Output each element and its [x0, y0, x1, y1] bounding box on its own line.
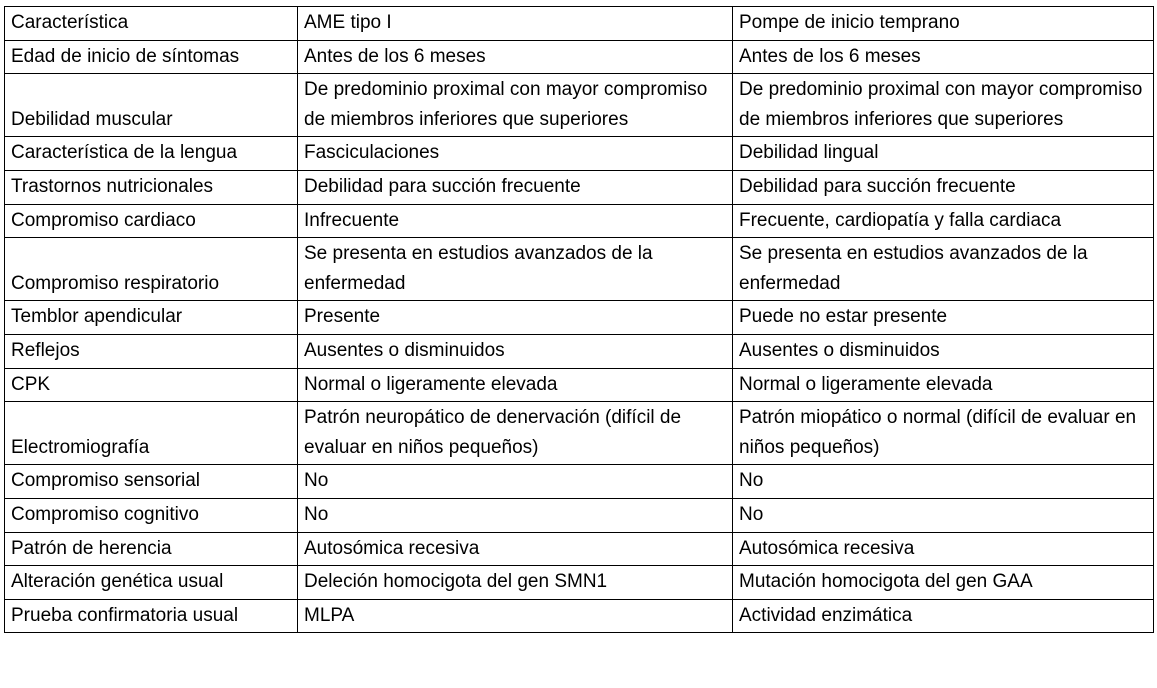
ame-cell: Infrecuente	[298, 204, 733, 238]
row-label: CPK	[5, 368, 298, 402]
pompe-cell: Patrón miopático o normal (difícil de evaluar en niños pequeños)	[733, 402, 1154, 465]
ame-cell: Patrón neuropático de denervación (difícil de evaluar en niños pequeños)	[298, 402, 733, 465]
ame-cell: Antes de los 6 meses	[298, 40, 733, 74]
row-label: Alteración genética usual	[5, 566, 298, 600]
row-label: Compromiso cardiaco	[5, 204, 298, 238]
header-row	[5, 7, 1154, 41]
comparison-table	[4, 6, 1154, 633]
pompe-cell: Se presenta en estudios avanzados de la enfermedad	[733, 238, 1154, 301]
ame-cell: Autosómica recesiva	[298, 532, 733, 566]
table-row	[5, 40, 1154, 74]
ame-cell: Normal o ligeramente elevada	[298, 368, 733, 402]
ame-cell: No	[298, 498, 733, 532]
pompe-cell: Puede no estar presente	[733, 301, 1154, 335]
pompe-cell: Debilidad lingual	[733, 137, 1154, 171]
table-row	[5, 402, 1154, 465]
row-label: Compromiso sensorial	[5, 465, 298, 499]
ame-cell: MLPA	[298, 599, 733, 633]
pompe-cell: Debilidad para succión frecuente	[733, 170, 1154, 204]
pompe-cell: Autosómica recesiva	[733, 532, 1154, 566]
pompe-cell: No	[733, 465, 1154, 499]
table-row	[5, 170, 1154, 204]
table-row	[5, 238, 1154, 301]
table-row	[5, 137, 1154, 171]
ame-cell: Fasciculaciones	[298, 137, 733, 171]
pompe-cell: De predominio proximal con mayor compromiso de miembros inferiores que superiores	[733, 74, 1154, 137]
ame-cell: Debilidad para succión frecuente	[298, 170, 733, 204]
row-label: Compromiso cognitivo	[5, 498, 298, 532]
pompe-cell: Normal o ligeramente elevada	[733, 368, 1154, 402]
row-label: Edad de inicio de síntomas	[5, 40, 298, 74]
row-label: Compromiso respiratorio	[5, 238, 298, 301]
row-label: Trastornos nutricionales	[5, 170, 298, 204]
pompe-cell: Mutación homocigota del gen GAA	[733, 566, 1154, 600]
pompe-cell: Antes de los 6 meses	[733, 40, 1154, 74]
ame-cell: No	[298, 465, 733, 499]
ame-cell: Se presenta en estudios avanzados de la enfermedad	[298, 238, 733, 301]
header-cell-feature: Característica	[5, 7, 298, 41]
table-row	[5, 301, 1154, 335]
pompe-cell: No	[733, 498, 1154, 532]
pompe-cell: Frecuente, cardiopatía y falla cardiaca	[733, 204, 1154, 238]
table-row	[5, 74, 1154, 137]
table-row	[5, 465, 1154, 499]
table-row	[5, 532, 1154, 566]
table-row	[5, 498, 1154, 532]
ame-cell: Ausentes o disminuidos	[298, 334, 733, 368]
row-label: Patrón de herencia	[5, 532, 298, 566]
row-label: Temblor apendicular	[5, 301, 298, 335]
table-row	[5, 368, 1154, 402]
row-label: Debilidad muscular	[5, 74, 298, 137]
row-label: Prueba confirmatoria usual	[5, 599, 298, 633]
header-cell-pompe: Pompe de inicio temprano	[733, 7, 1154, 41]
header-cell-ame: AME tipo I	[298, 7, 733, 41]
table-row	[5, 566, 1154, 600]
ame-cell: Deleción homocigota del gen SMN1	[298, 566, 733, 600]
table-row	[5, 334, 1154, 368]
row-label: Electromiografía	[5, 402, 298, 465]
pompe-cell: Actividad enzimática	[733, 599, 1154, 633]
ame-cell: Presente	[298, 301, 733, 335]
table-row	[5, 204, 1154, 238]
pompe-cell: Ausentes o disminuidos	[733, 334, 1154, 368]
table-row	[5, 599, 1154, 633]
ame-cell: De predominio proximal con mayor compromiso de miembros inferiores que superiores	[298, 74, 733, 137]
row-label: Característica de la lengua	[5, 137, 298, 171]
row-label: Reflejos	[5, 334, 298, 368]
